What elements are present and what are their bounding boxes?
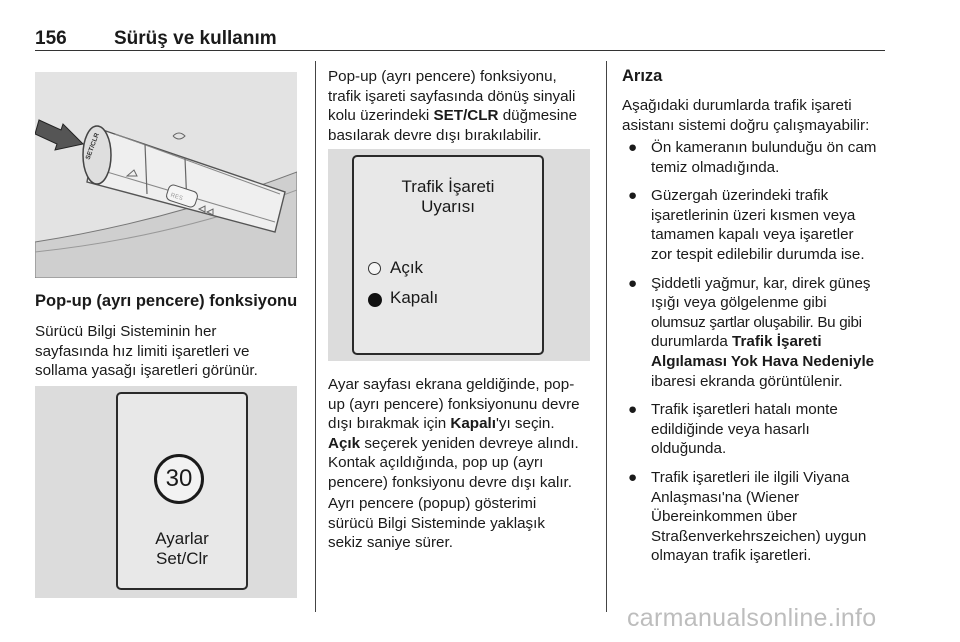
text-line: Anlaşması'na (Wiener [651, 488, 800, 506]
bullet-list [622, 138, 892, 575]
text-span: seçerek yeniden devreye alındı. [360, 434, 579, 452]
option-off-label: Kapalı [390, 288, 439, 307]
res-button-label: RES [169, 192, 184, 203]
intro-paragraph [328, 67, 577, 145]
text-line: olumsuz şartlar oluşabilir. Bu gibi [651, 313, 862, 331]
bullet-icon: ● [628, 274, 638, 292]
text-line: edildiğinde veya hasarlı [651, 420, 810, 438]
bullet-icon: ● [628, 139, 638, 156]
display-title: Uyarısı [421, 197, 475, 216]
text-line: ibaresi ekranda görüntülenir. [651, 372, 843, 390]
text-line: Sürücü Bilgi Sisteminin her [35, 323, 217, 340]
button-reference: SET/CLR [433, 107, 499, 125]
message-reference: Algılaması Yok Hava Nedeniyle [651, 352, 875, 370]
text-line [328, 106, 577, 126]
text-line: zor tespit edilebilir durumda ise. [651, 245, 865, 263]
display-label: Ayarlar [155, 529, 209, 548]
text-line: pencere) fonksiyonu devre dışı kalır. [328, 473, 572, 491]
paragraph [328, 494, 545, 553]
list-item [622, 186, 892, 264]
text-line: Ayrı pencere (popup) gösterimi [328, 495, 537, 512]
option-reference: Kapalı [450, 415, 496, 433]
speed-limit-display-illustration [35, 386, 297, 598]
text-line [328, 434, 580, 454]
message-reference: Trafik İşareti [732, 333, 822, 351]
text-line [651, 332, 892, 352]
text-span: düğmesine [498, 107, 578, 125]
section-heading: Arıza [622, 67, 663, 85]
text-line: olmayan trafik işaretleri. [651, 547, 812, 565]
text-line: işaretlerinin üzeri kısmen veya [651, 206, 856, 224]
paragraph [35, 322, 258, 381]
text-line: Kontak açıldığında, pop up (ayrı [328, 454, 544, 472]
text-line: Straßenverkehrszeichen) uygun [651, 527, 867, 545]
watermark: carmanualsonline.info [627, 604, 877, 632]
display-label: Set/Clr [156, 549, 208, 568]
text-line: sollama yasağı işaretleri görünür. [35, 362, 258, 380]
text-line: sayfasında hız limiti işaretleri ve [35, 342, 250, 360]
text-line: Ayar sayfası ekrana geldiğinde, pop- [328, 376, 575, 393]
text-line: asistanı sistemi doğru çalışmayabilir: [622, 116, 870, 134]
text-line: Aşağıdaki durumlarda trafik işareti [622, 97, 852, 114]
list-item [622, 400, 892, 459]
bullet-icon: ● [628, 401, 638, 419]
text-line: Şiddetli yağmur, kar, direk güneş [651, 274, 871, 292]
text-line: tamamen kapalı veya işaretler [651, 226, 854, 244]
header-divider [35, 50, 885, 51]
list-item [622, 274, 892, 392]
section-title: Sürüş ve kullanım [114, 28, 277, 49]
radio-selected-icon [368, 293, 382, 307]
radio-unselected-icon [368, 262, 381, 275]
display-frame [116, 392, 248, 590]
list-item [622, 138, 892, 177]
speed-value: 30 [165, 465, 193, 492]
text-line: trafik işareti sayfasında dönüş sinyali [328, 87, 576, 105]
text-line: Güzergah üzerindeki trafik [651, 187, 829, 205]
text-line: ışığı veya gölgelenme gibi [651, 294, 827, 312]
turn-signal-lever-illustration [35, 72, 297, 278]
page-number: 156 [35, 28, 67, 49]
text-line: olduğunda. [651, 440, 727, 458]
text-line: up (ayrı pencere) fonksiyonunu devre [328, 395, 580, 413]
speed-limit-sign-icon [154, 454, 204, 504]
text-line: Ön kameranın bulunduğu ön cam [651, 139, 877, 156]
option-on-label: Açık [390, 258, 424, 277]
display-title: Trafik İşareti [401, 177, 495, 196]
section-heading: Pop-up (ayrı pencere) fonksiyonu [35, 292, 298, 310]
lever-drawing [35, 72, 297, 278]
text-line: sekiz saniye sürer. [328, 534, 453, 552]
display-frame [352, 155, 544, 355]
text-span: 'yı seçin. [495, 415, 555, 433]
paragraph [328, 375, 580, 493]
text-line: Pop-up (ayrı pencere) fonksiyonu, [328, 68, 557, 85]
intro-paragraph [622, 96, 869, 135]
column-divider [606, 61, 607, 612]
text-span: durumlarda [651, 333, 733, 351]
text-span: kolu üzerindeki [328, 107, 434, 125]
text-span: dışı bırakmak için [328, 415, 451, 433]
text-line: Trafik işaretleri ile ilgili Viyana [651, 468, 850, 486]
text-line: basılarak devre dışı bırakılabilir. [328, 126, 542, 144]
list-item [622, 468, 892, 566]
set-clr-label: SET/CLR [84, 132, 101, 161]
text-line: Trafik işaretleri hatalı monte [651, 401, 838, 419]
text-line: sürücü Bilgi Sisteminde yaklaşık [328, 514, 545, 532]
traffic-sign-display-illustration [328, 149, 590, 361]
text-line: temiz olmadığında. [651, 158, 780, 176]
bullet-icon: ● [628, 187, 638, 205]
column-divider [315, 61, 316, 612]
option-reference: Açık [328, 434, 361, 452]
text-line: Übereinkommen über [651, 508, 798, 526]
text-line [328, 414, 580, 434]
bullet-icon: ● [628, 468, 638, 486]
